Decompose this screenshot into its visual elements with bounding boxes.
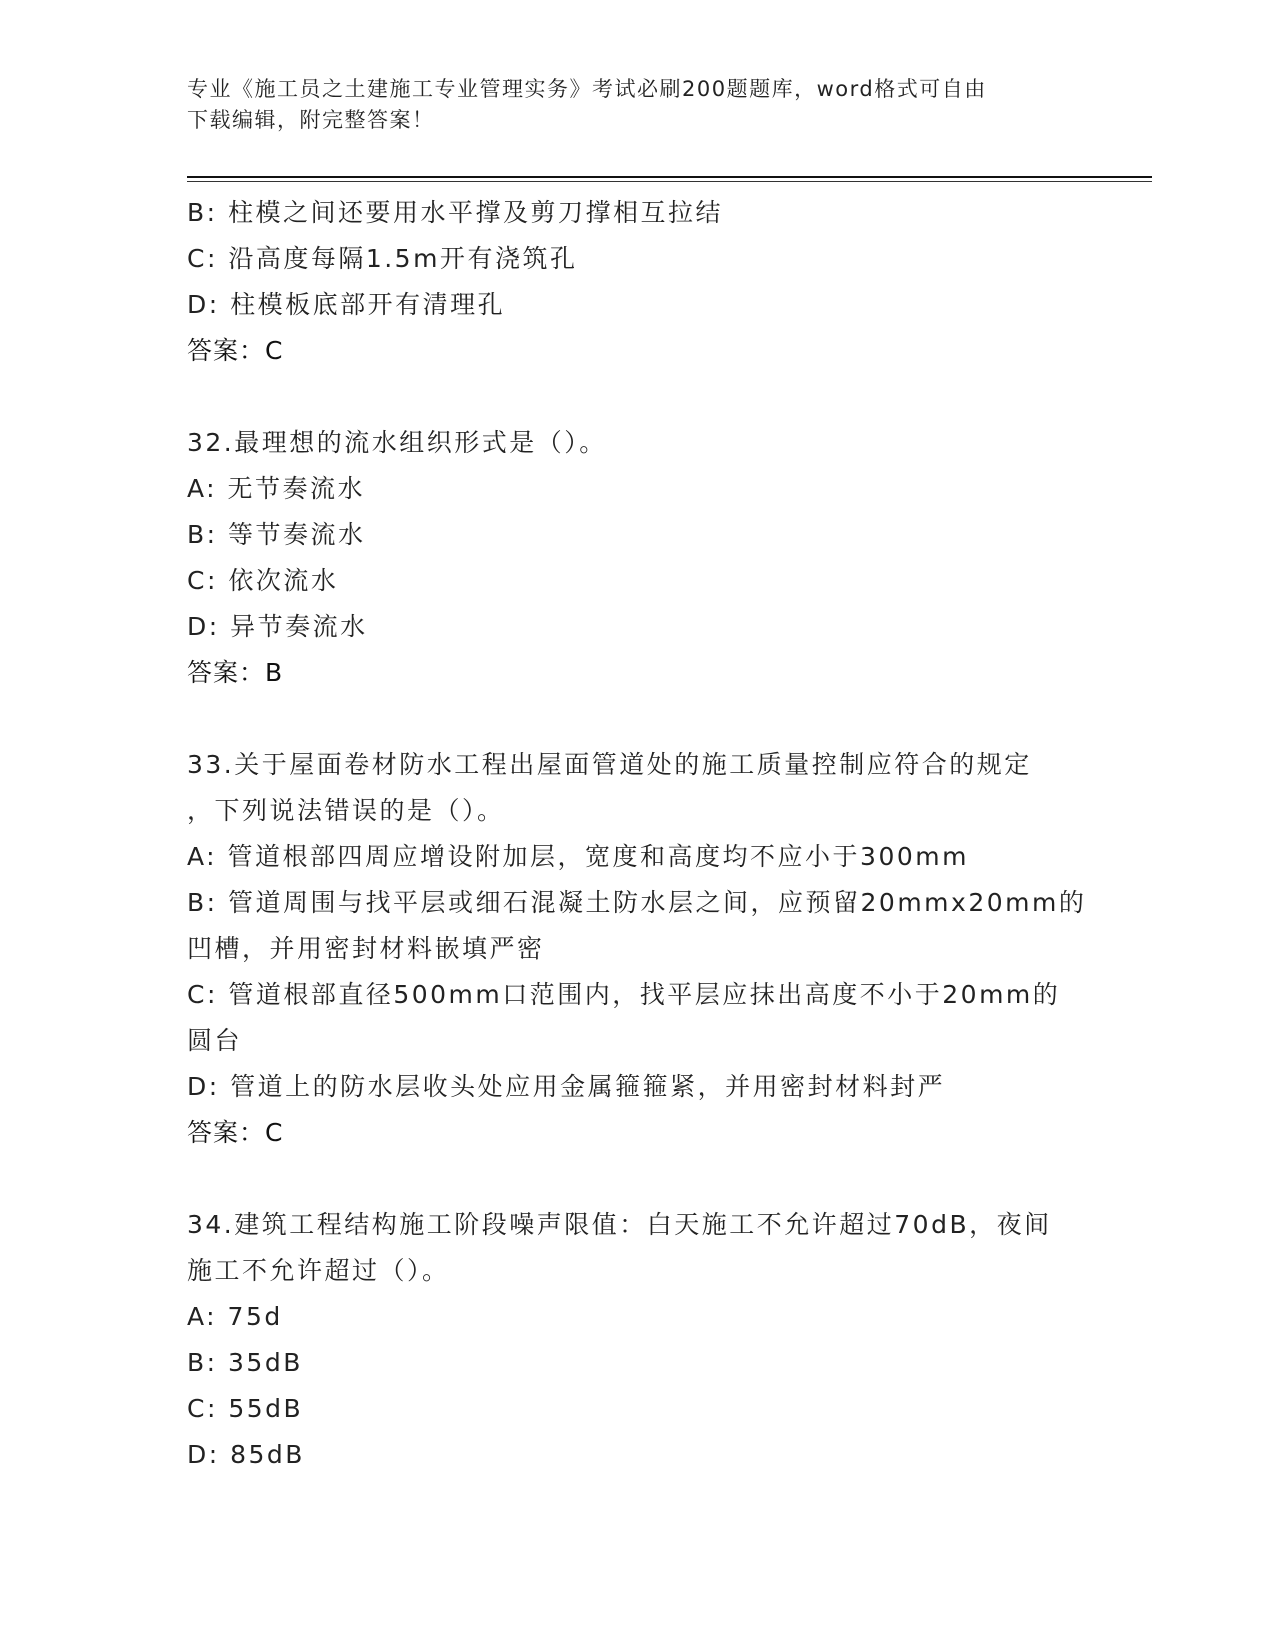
header-line-1: 专业《施工员之土建施工专业管理实务》考试必刷200题题库，word格式可自由 xyxy=(187,77,987,101)
answer: 答案：C xyxy=(187,336,284,365)
spacer xyxy=(187,1156,1087,1202)
question-text: 32.最理想的流水组织形式是（）。 xyxy=(187,428,607,457)
option-b: B: 35dB xyxy=(187,1348,303,1377)
header-divider-thick xyxy=(187,176,1152,178)
option-b: B: 柱模之间还要用水平撑及剪刀撑相互拉结 xyxy=(187,198,724,227)
option-b-line-2: 凹槽，并用密封材料嵌填严密 xyxy=(187,934,545,963)
option-c: C: 沿高度每隔1.5m开有浇筑孔 xyxy=(187,244,578,273)
question-34 xyxy=(187,1202,1087,1478)
header-divider-thin xyxy=(187,181,1152,182)
spacer xyxy=(187,696,1087,742)
option-d: D: 管道上的防水层收头处应用金属箍箍紧，并用密封材料封严 xyxy=(187,1072,946,1101)
answer: 答案：B xyxy=(187,658,284,687)
option-c-line-1: C: 管道根部直径500mm口范围内，找平层应抹出高度不小于20mm的 xyxy=(187,980,1061,1009)
spacer xyxy=(187,374,1087,420)
answer: 答案：C xyxy=(187,1118,284,1147)
option-c: C: 55dB xyxy=(187,1394,304,1423)
option-c: C: 依次流水 xyxy=(187,566,339,595)
option-d: D: 异节奏流水 xyxy=(187,612,368,641)
option-a: A: 管道根部四周应增设附加层，宽度和高度均不应小于300mm xyxy=(187,842,969,871)
option-c-line-2: 圆台 xyxy=(187,1026,243,1055)
option-d: D: 85dB xyxy=(187,1440,305,1469)
option-b: B: 等节奏流水 xyxy=(187,520,366,549)
header-line-2: 下载编辑，附完整答案！ xyxy=(187,108,435,132)
question-32 xyxy=(187,420,1087,696)
option-b-line-1: B: 管道周围与找平层或细石混凝土防水层之间，应预留20mmx20mm的 xyxy=(187,888,1087,917)
option-a: A: 无节奏流水 xyxy=(187,474,366,503)
question-text-line-2: ，下列说法错误的是（）。 xyxy=(187,796,505,825)
question-text-line-1: 33.关于屋面卷材防水工程出屋面管道处的施工质量控制应符合的规定 xyxy=(187,750,1032,779)
question-text-line-1: 34.建筑工程结构施工阶段噪声限值：白天施工不允许超过70dB，夜间 xyxy=(187,1210,1052,1239)
option-a: A: 75d xyxy=(187,1302,283,1331)
question-31-tail xyxy=(187,190,1087,374)
question-33 xyxy=(187,742,1087,1156)
document-header xyxy=(187,74,1067,136)
option-d: D: 柱模板底部开有清理孔 xyxy=(187,290,506,319)
document-body xyxy=(187,190,1087,1478)
question-text-line-2: 施工不允许超过（）。 xyxy=(187,1256,450,1285)
